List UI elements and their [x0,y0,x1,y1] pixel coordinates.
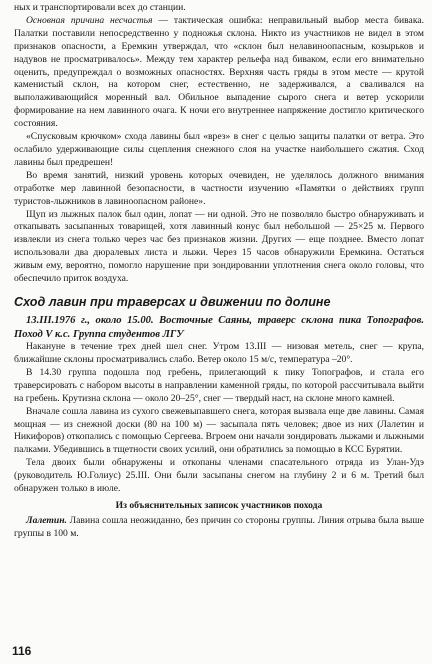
paragraph-trigger [14,131,424,170]
paragraph-testimony [14,515,424,541]
paragraph-avalanche [14,406,424,458]
paragraph-text: — тактическая ошибка: неправильный выбор места бивака. Палатки поставили непосредственно у подножья склона. Никто из участников не видел в этом признаков опасности, а Еремкин утверждал, что «склон был нелавиноопасным, козырьков и надувов не просматривалось». Между тем характер рельефа над биваком, если его внимательно оценить, предупреждал о возможных опасностях. Верхняя часть гряды в этом месте — крутой каменистый склон, на котором снег, естественно, не задерживался, а сваливался на выполаживающийся моренный вал. Обильное выпадение сырого снега и ветер ускорили формирование на нем лавинного очага. К ночи его внутреннее напряжение достигло критического состояния. [14,14,424,130]
paragraph-weather [14,341,424,367]
incident-title: 13.III.1976 г., около 15.00. Восточные Саяны, траверс склона пика Топографов. Поход V к.с. Группа студентов ЛГУ [14,314,424,340]
sub-heading: Из объяснительных записок участников похода [115,500,323,511]
paragraph-text: Щуп из лыжных палок был один, лопат — ни одной. Это не позволяло быстро обнаруживать и откапывать засыпанных товарищей, хотя лавинный конус был небольшой — 25×25 м. Первого извлекли из снега только через час без признаков жизни. Других — еще позднее. Вместо лопат использовали два дюралевых листа и лыжи. Через 15 часов обнаружили Еремкина. Остаться живым ему, вероятно, помогло нарушение при зондировании уплотнения снега около головы, что обеспечило приток воздуха. [14,208,424,285]
paragraph-rescue [14,457,424,496]
paragraph-text: «Спусковым крючком» схода лавины был «врез» в снег с целью защиты палатки от ветра. Это ослабило удерживающие силы сцепления снежного слоя на участке наибольшего сжатия. Сход лавины был предрешен! [14,131,424,168]
paragraph-text: Накануне в течение трех дней шел снег. Утром 13.III — низовая метель, снег — крупа, ближайшие склоны просматривались слабо. Ветер около 15 м/с, температура –20°. [14,341,424,366]
paragraph-equipment [14,209,424,286]
paragraph-training [14,170,424,209]
paragraph-continuation [14,2,424,15]
emphasis-lead: Основная причина несчастья [26,14,153,26]
page-body-text [14,2,424,541]
paragraph-text: ных и транспортировали всех до станции. [14,2,186,13]
paragraph-text: Лавина сошла неожиданно, без причин со стороны группы. Линия отрыва была выше группы в 100 м. [14,515,424,539]
page-number: 116 [12,644,32,658]
witness-name: Лалетин. [26,515,67,526]
section-heading: Сход лавин при траверсах и движении по долине [14,294,331,309]
paragraph-text: Вначале сошла лавина из сухого свежевыпавшего снега, которая вызвала еще две лавины. Самая мощная — из снежной доски (80 на 100 м) — засыпала пять человек; двое из них (Лалетин и Никифоров) откопались с помощью Сергеева. Вгроем они начали зондировать лыжами и лыжными палками. Убедившись в тщетности своих усилий, они обратились за помощью в КСС Бурятии. [14,405,424,456]
paragraph-main-cause [14,15,424,131]
paragraph-text: Тела двоих были обнаружены и откопаны членами спасательного отряда из Улан-Удэ (руководитель Ю.Голиус) 25.III. Они были засыпаны снегом на глубину 2 и 6 м. Третий был обнаружен только в июле. [14,457,424,495]
paragraph-text: В 14.30 группа подошла под гребень, прилегающий к пику Топографов, и стала его траверсировать с набором высоты в направлении каменной гряды, по которой рассчитывала выйти на гребень. Крутизна склона — около 20–25°, снег — твердый наст, на склоне много камней. [14,366,424,404]
paragraph-route [14,367,424,406]
paragraph-text: Во время занятий, низкий уровень которых очевиден, не уделялось должного внимания отработке мер лавинной безопасности, в частности изучению «Памятки о действиях групп туристов-лыжников в лавиноопасном районе». [14,169,424,207]
